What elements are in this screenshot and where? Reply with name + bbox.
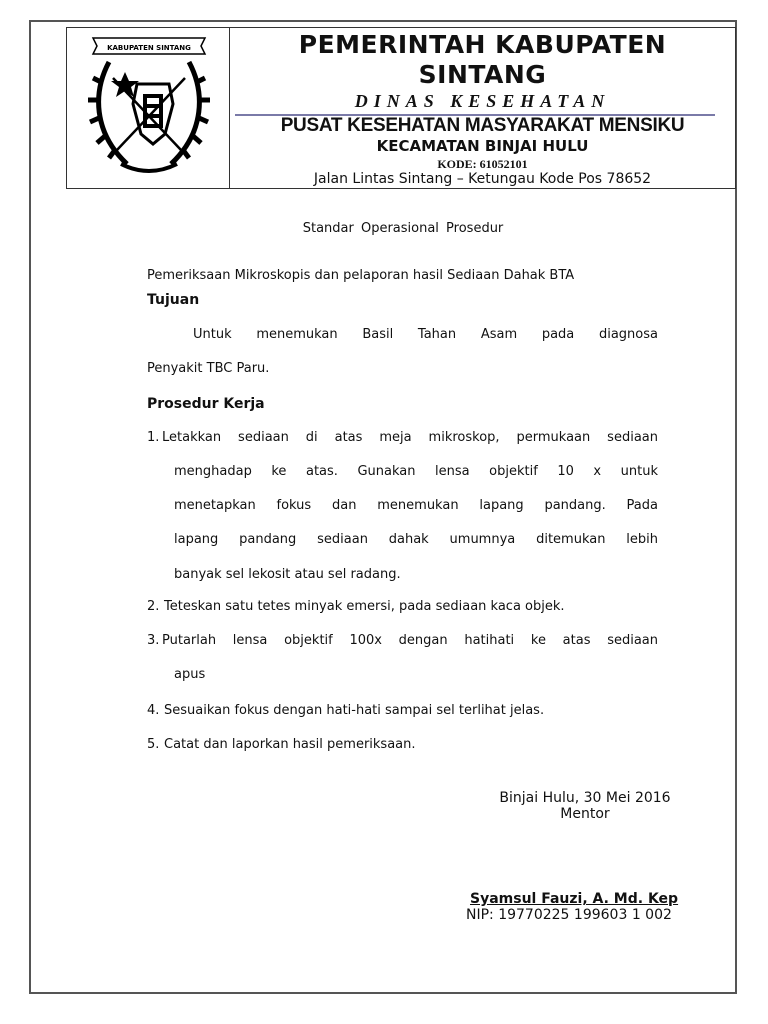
document-title: Standar Operasional Prosedur — [302, 221, 504, 236]
letterhead-text — [230, 28, 735, 188]
office-code: KODE: 61052101 — [437, 157, 528, 171]
government-line-2: SINTANG — [418, 60, 547, 89]
logo-cell — [67, 28, 230, 188]
step-2-number: 2. — [147, 599, 160, 614]
purpose-line-1: Untuk menemukan Basil Tahan Asam pada diagnosa — [193, 327, 658, 342]
step-3-line-1: Putarlah lensa objektif 100x dengan hatihati ke atas sediaan — [162, 633, 658, 648]
step-5-line-1: Catat dan laporkan hasil pemeriksaan. — [164, 737, 416, 752]
step-1-line-5: banyak sel lekosit atau sel radang. — [174, 567, 401, 582]
signature-role: Mentor — [560, 806, 610, 822]
document-subject: Pemeriksaan Mikroskopis dan pelaporan hasil Sediaan Dahak BTA — [147, 268, 575, 283]
step-4-line-1: Sesuaikan fokus dengan hati-hati sampai sel terlihat jelas. — [164, 703, 545, 718]
health-center-name: PUSAT KESEHATAN MASYARAKAT MENSIKU — [280, 115, 685, 136]
district-name: KECAMATAN BINJAI HULU — [376, 137, 589, 155]
letterhead — [66, 27, 736, 189]
step-1-line-4: lapang pandang sediaan dahak umumnya ditemukan lebih — [174, 532, 658, 547]
signature-place-date: Binjai Hulu, 30 Mei 2016 — [499, 790, 671, 806]
procedure-heading: Prosedur Kerja — [147, 396, 265, 412]
government-title — [230, 30, 735, 90]
signer-nip: NIP: 19770225 199603 1 002 — [466, 907, 672, 923]
regency-emblem-icon — [87, 32, 211, 182]
agency-name: DINAS KESEHATAN — [354, 91, 611, 111]
purpose-heading: Tujuan — [147, 292, 200, 308]
step-5-number: 5. — [147, 737, 160, 752]
step-4-number: 4. — [147, 703, 160, 718]
step-2-line-1: Teteskan satu tetes minyak emersi, pada sediaan kaca objek. — [164, 599, 565, 614]
purpose-line-2: Penyakit TBC Paru. — [147, 361, 270, 376]
step-1-line-3: menetapkan fokus dan menemukan lapang pandang. Pada — [174, 498, 658, 513]
government-line-1: PEMERINTAH KABUPATEN — [298, 30, 667, 59]
emblem-banner-text: KABUPATEN SINTANG — [107, 44, 191, 52]
step-1-number: 1. — [147, 430, 160, 445]
step-1-line-1: Letakkan sediaan di atas meja mikroskop, permukaan sediaan — [162, 430, 658, 445]
step-3-number: 3. — [147, 633, 160, 648]
signer-name: Syamsul Fauzi, A. Md. Kep — [470, 891, 679, 907]
office-address: Jalan Lintas Sintang – Ketungau Kode Pos 78652 — [313, 171, 652, 187]
step-1-line-2: menghadap ke atas. Gunakan lensa objektif 10 x untuk — [174, 464, 658, 479]
step-3-line-2: apus — [174, 667, 206, 682]
